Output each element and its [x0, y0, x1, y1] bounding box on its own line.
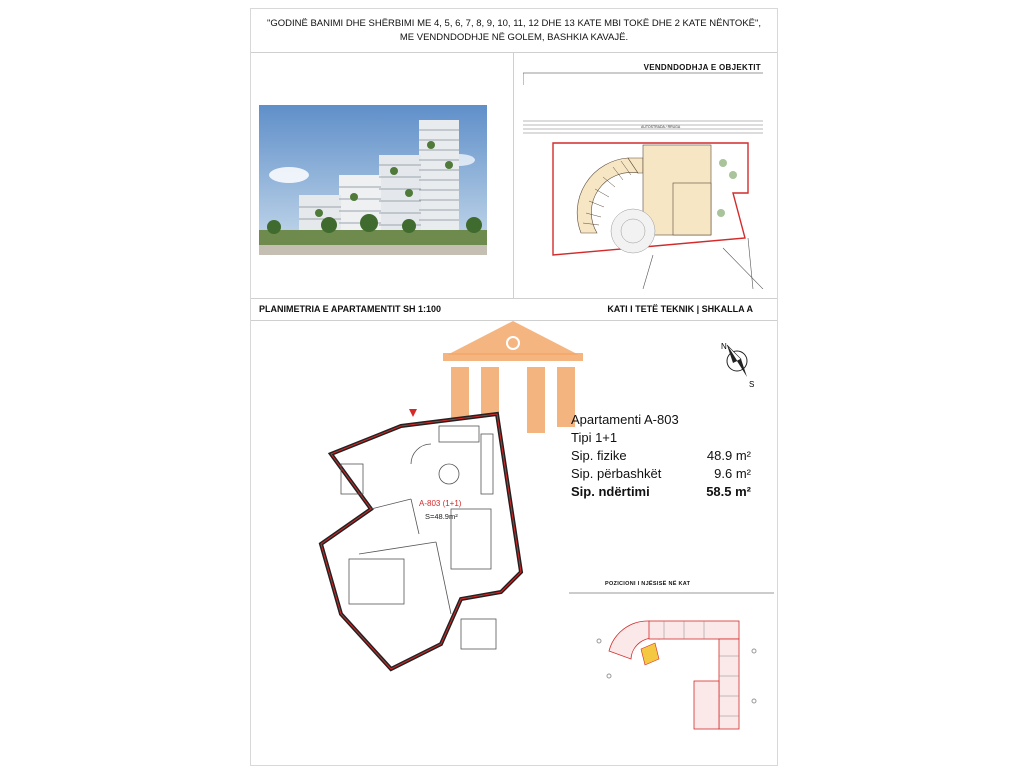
keyplan-title: POZICIONI I NJËSISË NË KAT [605, 581, 691, 587]
area-value: 48.9 m² [706, 448, 751, 463]
apartment-name: Apartamenti A-803 [571, 412, 679, 427]
plan-section-left-title: PLANIMETRIA E APARTAMENTIT SH 1:100 [259, 304, 442, 314]
plan-area-label: S=48.9m² [425, 512, 458, 521]
document-header [251, 9, 777, 53]
area-label: Sip. ndërtimi [571, 484, 650, 499]
apartment-type: Tipi 1+1 [571, 430, 618, 445]
apartment-floor-plan [301, 404, 551, 679]
area-label: Sip. përbashkët [571, 466, 662, 481]
site-location-title: VENDNDODHJA E OBJEKTIT [643, 63, 761, 72]
compass-south: S [749, 380, 755, 389]
compass-rose-icon [719, 339, 759, 389]
document-sheet [250, 8, 778, 766]
site-plan-drawing [523, 63, 769, 289]
top-images-row [251, 53, 777, 299]
header-line-1: "GODINË BANIMI DHE SHËRBIMI ME 4, 5, 6, 7, 8, 9, 10, 11, 12 DHE 13 KATE MBI TOKË DHE 2 KATE NËNTOKË", [266, 18, 762, 29]
area-row [571, 465, 751, 483]
header-line-2: ME VENDNDODHJE NË GOLEM, BASHKIA KAVAJË. [399, 32, 629, 43]
building-render-image [259, 105, 487, 255]
area-row [571, 447, 751, 465]
plan-section-right-title: KATI I TETË TEKNIK | SHKALLA A [607, 304, 753, 314]
site-location-panel [523, 63, 769, 289]
compass-north: N [721, 342, 727, 351]
apartment-info [571, 411, 751, 501]
column-divider [513, 53, 514, 298]
road-label: AUTOSTRADA / RRUGA [641, 125, 681, 129]
plan-unit-label: A-803 (1+1) [419, 499, 462, 508]
area-label: Sip. fizike [571, 448, 627, 463]
keyplan-drawing [569, 581, 774, 739]
area-row [571, 483, 751, 501]
area-value: 9.6 m² [714, 466, 751, 481]
area-value: 58.5 m² [706, 484, 751, 499]
floor-key-plan [569, 581, 774, 739]
